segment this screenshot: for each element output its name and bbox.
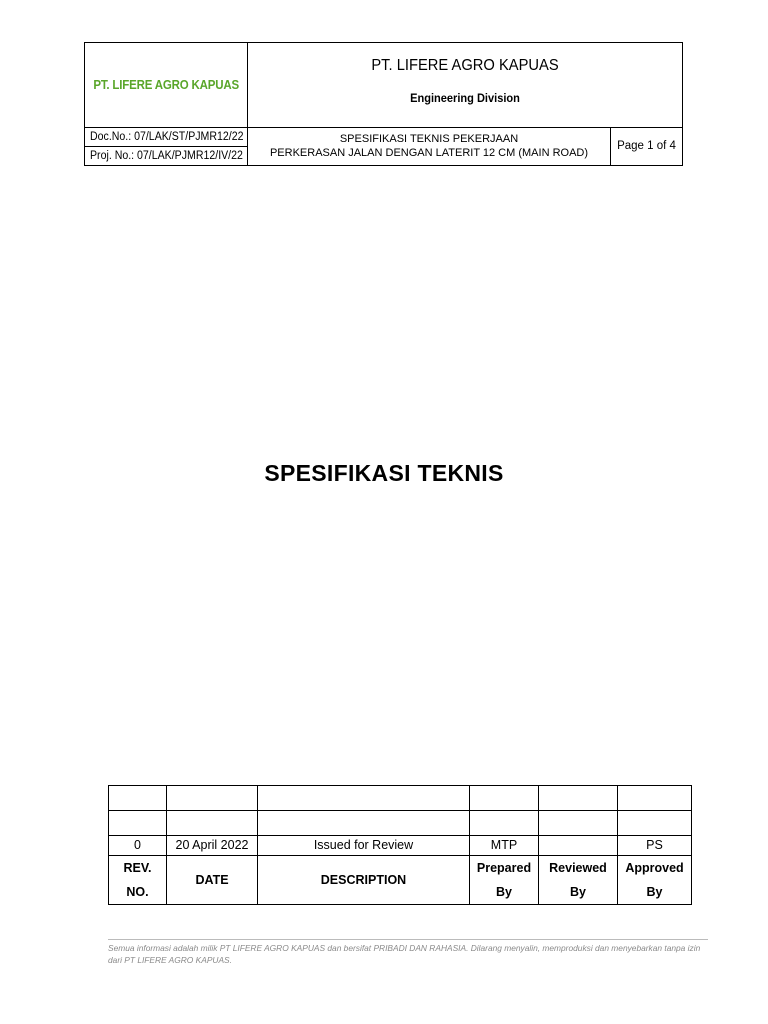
spec-title-line1: SPESIFIKASI TEKNIS PEKERJAAN [339, 133, 519, 145]
table-row [109, 811, 692, 836]
document-header [84, 42, 683, 166]
doc-number: Doc.No.: 07/LAK/ST/PJMR12/22 [85, 127, 248, 147]
description-header: DESCRIPTION [258, 856, 470, 905]
reviewed-cell [539, 811, 618, 836]
date-cell [167, 786, 258, 811]
logo-text: PT. LIFERE AGRO KAPUAS [93, 78, 239, 92]
company-name: PT. LIFERE AGRO KAPUAS [371, 57, 559, 74]
date-cell [167, 811, 258, 836]
prepared-cell [470, 811, 539, 836]
table-header-row [109, 856, 692, 905]
reviewed-cell [539, 786, 618, 811]
rev-cell [109, 786, 167, 811]
approved-cell [618, 811, 692, 836]
approved-cell [618, 786, 692, 811]
revision-table [108, 785, 692, 905]
table-row [109, 836, 692, 856]
project-number: Proj. No.: 07/LAK/PJMR12/IV/22 [85, 147, 248, 166]
spec-title-line2: PERKERASAN JALAN DENGAN LATERIT 12 CM (MAIN ROAD) [269, 147, 589, 159]
spec-title-cell [248, 127, 610, 165]
reviewed-cell [539, 836, 618, 856]
company-logo [85, 43, 248, 127]
prepared-header: Prepared By [470, 856, 539, 905]
rev-header: REV. NO. [109, 856, 167, 905]
approved-cell: PS [618, 836, 692, 856]
rev-cell [109, 811, 167, 836]
prepared-cell: MTP [470, 836, 539, 856]
description-cell: Issued for Review [258, 836, 470, 856]
header-title-cell [248, 43, 682, 127]
reviewed-header: Reviewed By [539, 856, 618, 905]
date-cell: 20 April 2022 [167, 836, 258, 856]
description-cell [258, 786, 470, 811]
page-number: Page 1 of 4 [610, 127, 682, 165]
page-title: SPESIFIKASI TEKNIS [264, 460, 504, 486]
division-name: Engineering Division [410, 91, 520, 105]
footer-divider [108, 939, 708, 940]
description-cell [258, 811, 470, 836]
approved-header: Approved By [618, 856, 692, 905]
table-row [109, 786, 692, 811]
rev-cell: 0 [109, 836, 167, 856]
confidentiality-footer: Semua informasi adalah milik PT LIFERE AGRO KAPUAS dan bersifat PRIBADI DAN RAHASIA. Dilarang menyalin, memproduksi dan menyebarkan tanpa izin dari PT LIFERE AGRO KAPUAS. [108, 943, 701, 965]
date-header: DATE [167, 856, 258, 905]
prepared-cell [470, 786, 539, 811]
